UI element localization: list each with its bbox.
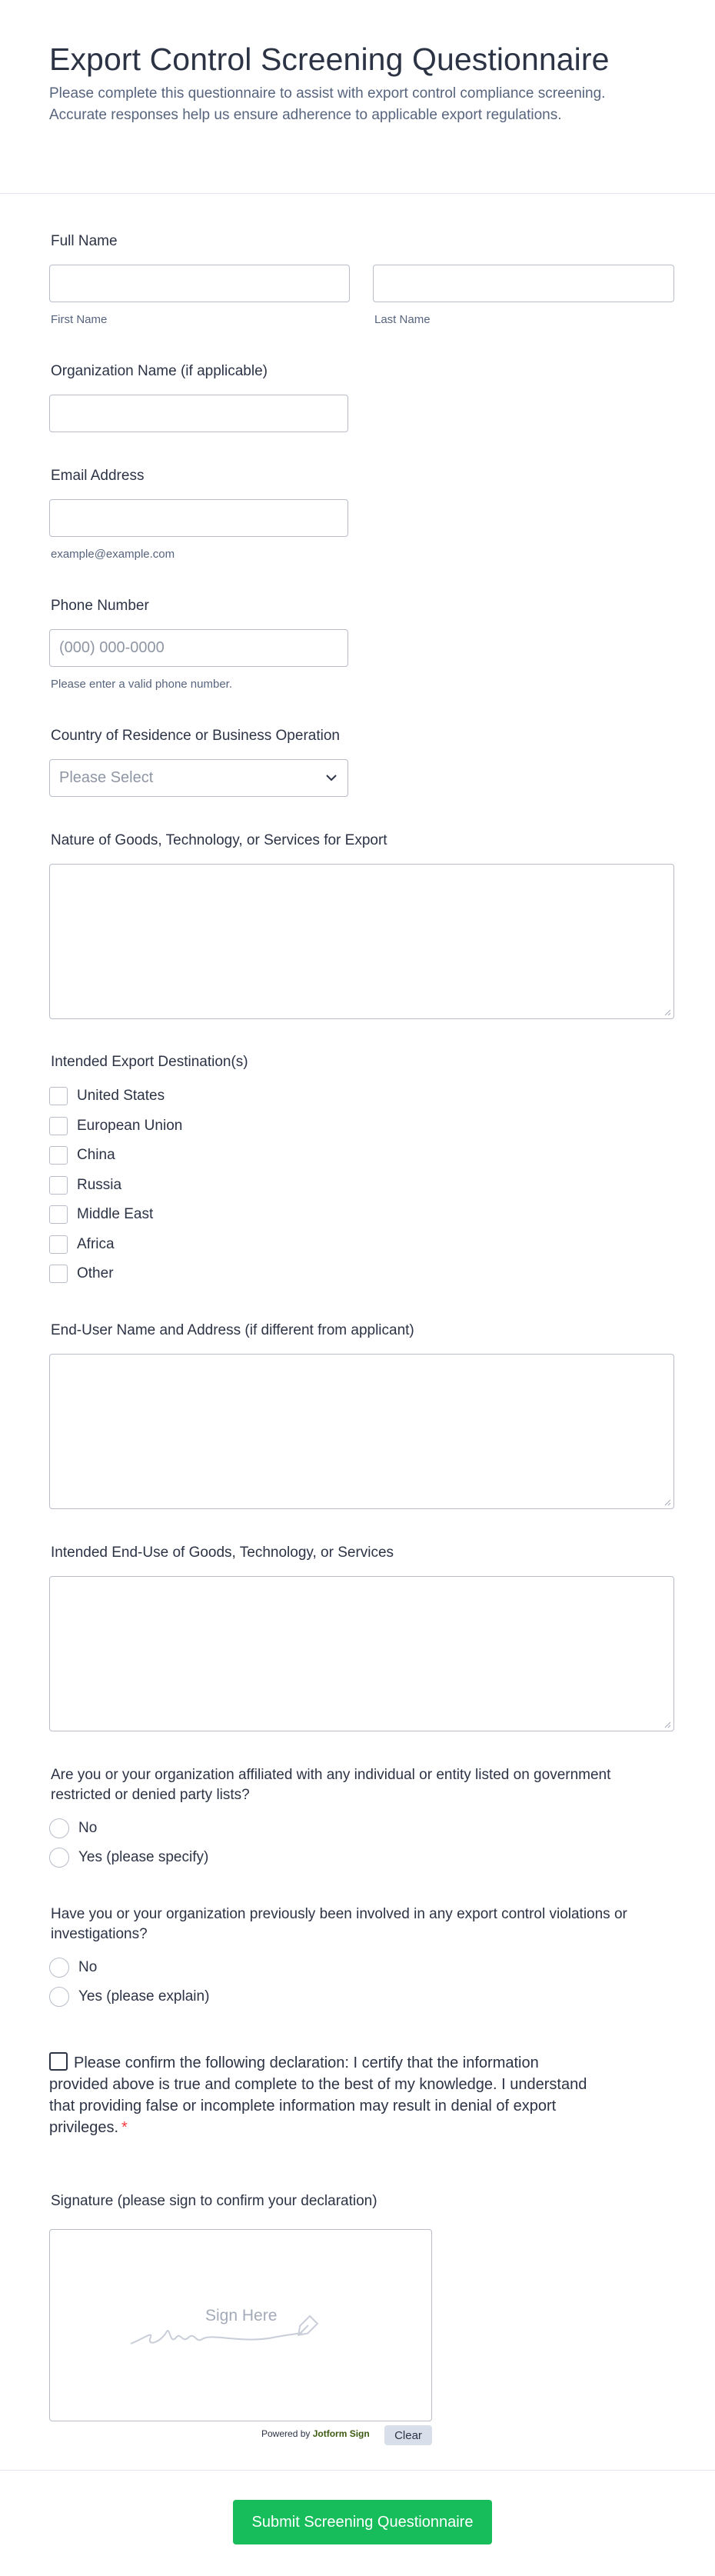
resize-grip-icon[interactable] <box>663 1008 671 1016</box>
country-selected-value: Please Select <box>59 769 154 786</box>
destination-option-label: Middle East <box>77 1206 154 1222</box>
phone-label: Phone Number <box>51 598 149 614</box>
destination-option-label: United States <box>77 1088 165 1104</box>
radio-option-label: No <box>78 1820 98 1836</box>
email-label: Email Address <box>51 468 145 484</box>
radio[interactable] <box>49 1958 69 1978</box>
checkbox[interactable] <box>49 1265 68 1283</box>
full-name-label: Full Name <box>51 233 118 249</box>
radio-option-label: No <box>78 1959 98 1975</box>
destination-option-label: Africa <box>77 1236 115 1252</box>
violations-question-label: Have you or your organization previously been involved in any export control violations or investigations? <box>51 1906 627 1942</box>
restricted-option-no[interactable] <box>49 1818 97 1839</box>
last-name-input[interactable] <box>373 265 674 302</box>
last-name-sublabel: Last Name <box>374 313 431 326</box>
signature-pad[interactable] <box>49 2229 432 2421</box>
end-user-textarea[interactable] <box>49 1354 674 1509</box>
end-use-label: Intended End-Use of Goods, Technology, or Services <box>51 1545 394 1561</box>
radio[interactable] <box>49 1818 69 1838</box>
chevron-down-icon <box>324 771 338 785</box>
radio[interactable] <box>49 1848 69 1868</box>
phone-sublabel: Please enter a valid phone number. <box>51 678 232 691</box>
checkbox[interactable] <box>49 1235 68 1254</box>
checkbox[interactable] <box>49 1176 68 1195</box>
resize-grip-icon[interactable] <box>663 1498 671 1506</box>
footer-divider <box>0 2470 715 2471</box>
violations-option-yes[interactable] <box>49 1986 209 2008</box>
header-divider <box>0 193 715 194</box>
powered-by-brand: Jotform Sign <box>312 2428 370 2439</box>
radio-option-label: Yes (please explain) <box>78 1988 210 2004</box>
goods-nature-label: Nature of Goods, Technology, or Services for Export <box>51 832 387 848</box>
powered-by <box>261 2428 370 2439</box>
destination-option[interactable] <box>49 1115 182 1137</box>
radio-option-label: Yes (please specify) <box>78 1849 209 1865</box>
powered-by-prefix: Powered by <box>261 2428 311 2439</box>
destination-option-label: Other <box>77 1265 114 1281</box>
radio[interactable] <box>49 1987 69 2007</box>
declaration-checkbox[interactable] <box>49 2052 68 2071</box>
checkbox[interactable] <box>49 1117 68 1135</box>
first-name-sublabel: First Name <box>51 313 108 326</box>
organization-label: Organization Name (if applicable) <box>51 363 268 379</box>
destination-option[interactable] <box>49 1145 115 1166</box>
end-user-label: End-User Name and Address (if different from applicant) <box>51 1322 414 1338</box>
form-header <box>49 35 664 126</box>
form-description: Please complete this questionnaire to assist with export control compliance screening. Accurate responses help us ensure adherence to applicable export regulations. <box>49 85 606 123</box>
destination-option-label: Russia <box>77 1177 122 1193</box>
destination-option[interactable] <box>49 1204 153 1225</box>
destination-option[interactable] <box>49 1085 165 1107</box>
submit-button[interactable]: Submit Screening Questionnaire <box>233 2500 492 2544</box>
signature-placeholder: Sign Here <box>205 2307 278 2324</box>
destination-option[interactable] <box>49 1234 115 1255</box>
destination-option-label: European Union <box>77 1118 183 1134</box>
declaration-text: Please confirm the following declaration: I certify that the information provided above is true and complete to the best of my knowledge. I understand that providing false or incomplete information may result in denial of export privileges. <box>49 2054 587 2136</box>
email-input[interactable] <box>49 499 348 537</box>
checkbox[interactable] <box>49 1205 68 1224</box>
declaration <box>49 2052 587 2138</box>
end-use-textarea[interactable] <box>49 1576 674 1731</box>
destination-option-label: China <box>77 1147 115 1163</box>
destination-option[interactable] <box>49 1175 121 1196</box>
organization-input[interactable] <box>49 395 348 432</box>
email-sublabel: example@example.com <box>51 548 175 561</box>
signature-label: Signature (please sign to confirm your declaration) <box>51 2193 377 2209</box>
country-label: Country of Residence or Business Operation <box>51 728 340 744</box>
phone-input[interactable] <box>49 629 348 667</box>
destination-option[interactable] <box>49 1263 114 1285</box>
checkbox[interactable] <box>49 1146 68 1165</box>
restricted-option-yes[interactable] <box>49 1847 208 1868</box>
violations-option-no[interactable] <box>49 1957 97 1978</box>
resize-grip-icon[interactable] <box>663 1721 671 1728</box>
destinations-label: Intended Export Destination(s) <box>51 1054 248 1070</box>
first-name-input[interactable] <box>49 265 350 302</box>
country-select[interactable] <box>49 759 348 797</box>
clear-signature-button[interactable]: Clear <box>384 2425 432 2445</box>
goods-nature-textarea[interactable] <box>49 864 674 1019</box>
required-mark: * <box>121 2119 128 2136</box>
form-title: Export Control Screening Questionnaire <box>49 42 610 77</box>
checkbox[interactable] <box>49 1087 68 1105</box>
restricted-question-label: Are you or your organization affiliated with any individual or entity listed on government restricted or denied party lists? <box>51 1767 611 1803</box>
